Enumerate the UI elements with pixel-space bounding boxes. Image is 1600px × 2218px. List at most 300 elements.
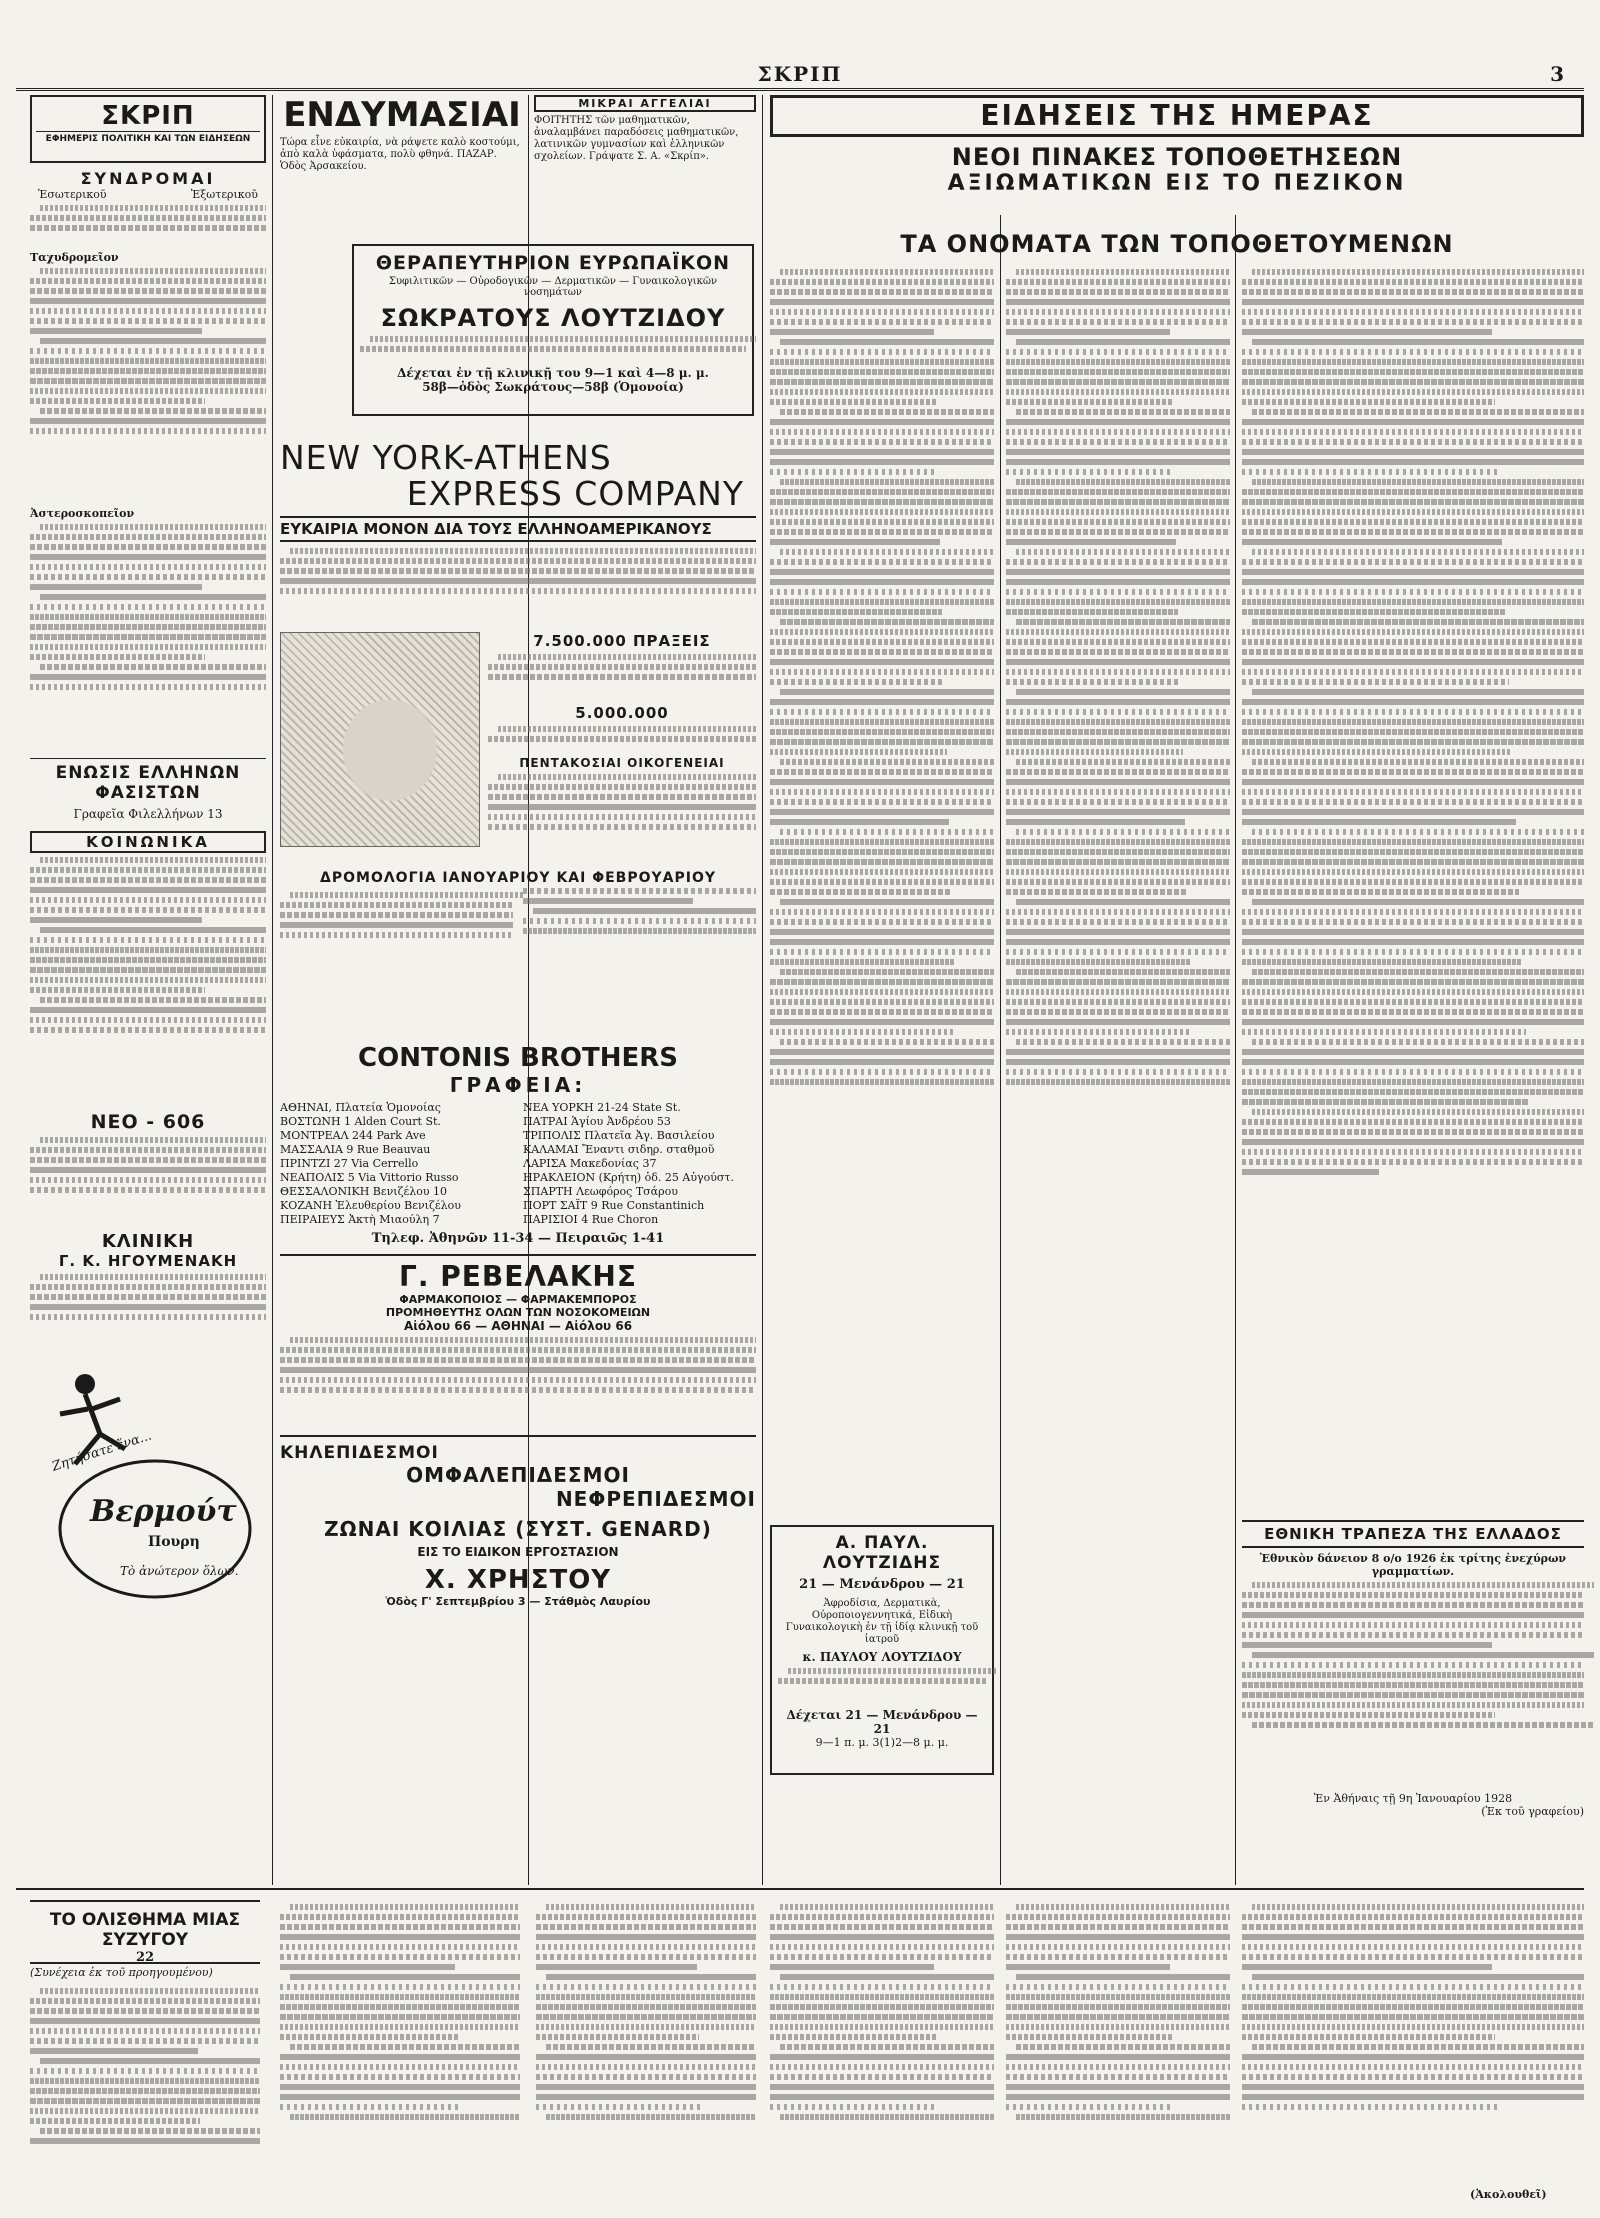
text-line [770, 489, 994, 495]
news-banner: ΕΙΔΗΣΕΙΣ ΤΗΣ ΗΜΕΡΑΣ [770, 95, 1584, 137]
text-line [488, 674, 756, 680]
text-line [1006, 2084, 1230, 2090]
text-line [770, 1994, 994, 2000]
fascist-union-address: Γραφεῖα Φιλελλήνων 13 [73, 807, 223, 821]
text-line [30, 977, 266, 983]
loutzidis-text [778, 1668, 986, 1708]
text-line [280, 2064, 520, 2070]
text-line [30, 2078, 260, 2084]
text-line [1006, 579, 1230, 585]
text-line [1016, 829, 1230, 835]
text-line [770, 1954, 994, 1960]
text-line [1242, 939, 1584, 945]
text-line [1016, 759, 1230, 765]
text-line [30, 215, 266, 221]
text-line [1242, 649, 1584, 655]
text-line [30, 278, 266, 284]
text-line [536, 1954, 756, 1960]
text-line [280, 1954, 520, 1960]
text-line [1252, 479, 1584, 485]
text-line [770, 429, 994, 435]
text-line [1252, 269, 1584, 275]
text-line [1006, 539, 1176, 545]
ny-athens-slogan: ΕΥΚΑΙΡΙΑ ΜΟΝΟΝ ΔΙΑ ΤΟΥΣ ΕΛΛΗΝΟΑΜΕΡΙΚΑΝΟΥΣ [280, 516, 756, 542]
text-line [1006, 469, 1174, 475]
serial-column-2 [280, 1900, 520, 2204]
text-line [1006, 419, 1230, 425]
text-line [1242, 859, 1584, 865]
text-line [536, 2064, 756, 2070]
text-line [770, 629, 994, 635]
text-line [770, 1029, 956, 1035]
column-rule [1235, 215, 1236, 1885]
trusses-ad-2: ΟΜΦΑΛΕΠΙΔΕΣΜΟΙ [406, 1463, 630, 1487]
news-headline-3: ΤΑ ΟΝΟΜΑΤΑ ΤΩΝ ΤΟΠΟΘΕΤΟΥΜΕΝΩΝ [900, 230, 1454, 258]
text-line [1242, 819, 1516, 825]
text-line [1006, 2104, 1174, 2110]
fascist-union-title: ΕΝΩΣΙΣ ΕΛΛΗΝΩΝ ΦΑΣΙΣΤΩΝ [55, 763, 241, 803]
text-line [1006, 979, 1230, 985]
text-line [770, 2094, 994, 2100]
text-line [30, 1314, 266, 1320]
text-line [770, 839, 994, 845]
text-line [1006, 279, 1230, 285]
prizes-heading-3: ΠΕΝΤΑΚΟΣΙΑΙ ΟΙΚΟΓΕΝΕΙΑΙ [519, 756, 725, 770]
text-line [1242, 429, 1584, 435]
office-entry: ΛΑΡΙΣΑ Μακεδονίας 37 [523, 1157, 657, 1170]
text-line [30, 2118, 200, 2124]
text-line [780, 689, 994, 695]
text-line [1242, 1914, 1584, 1920]
text-line [30, 534, 266, 540]
text-line [1006, 629, 1230, 635]
text-line [30, 614, 266, 620]
text-line [536, 2084, 756, 2090]
text-line [1252, 1582, 1594, 1588]
text-line [770, 2064, 994, 2070]
office-entry: ΠΕΙΡΑΙΕΥΣ Ἀκτὴ Μιαούλη 7 [280, 1213, 440, 1226]
text-line [770, 529, 994, 535]
text-line [1242, 529, 1584, 535]
text-line [30, 907, 266, 913]
text-line [1242, 1612, 1584, 1618]
text-line [1006, 1059, 1230, 1065]
text-line [1006, 679, 1181, 685]
text-line [1242, 1089, 1584, 1095]
serial-continued: (Συνέχεια ἐκ τοῦ προηγουμένου) [30, 1966, 213, 1979]
therapy-doctor: ΣΩΚΡΑΤΟΥΣ ΛΟΥΤΖΙΔΟΥ [380, 304, 726, 332]
skrip-box-title: ΣΚΡΙΠ [101, 101, 195, 131]
text-line [536, 2094, 756, 2100]
text-line [770, 2084, 994, 2090]
text-line [30, 624, 266, 630]
text-line [1242, 599, 1584, 605]
bank-date: Ἐν Ἀθήναις τῇ 9η Ἰανουαρίου 1928 [1313, 1792, 1513, 1805]
text-line [1242, 299, 1584, 305]
text-line [1006, 509, 1230, 515]
text-line [280, 1984, 520, 1990]
text-line [1006, 719, 1230, 725]
text-line [1006, 649, 1230, 655]
text-line [1242, 449, 1584, 455]
text-line [536, 2034, 699, 2040]
text-line [1242, 1712, 1495, 1718]
text-line [1006, 1069, 1230, 1075]
text-line [770, 769, 994, 775]
text-line [30, 2138, 260, 2144]
loutzidis-advertisement [770, 1525, 994, 1775]
text-line [780, 2044, 994, 2050]
text-line [770, 809, 994, 815]
sailings-table [280, 888, 756, 1033]
text-line [770, 1009, 994, 1015]
text-line [1006, 799, 1230, 805]
text-line [536, 2074, 756, 2080]
text-line [30, 358, 266, 364]
office-entry: ΝΕΑ ΥΟΡΚΗ 21-24 State St. [523, 1101, 681, 1114]
text-line [280, 1934, 520, 1940]
text-line [40, 1137, 266, 1143]
text-line [770, 579, 994, 585]
text-line [30, 1187, 266, 1193]
serial-rule [16, 1888, 1584, 1890]
text-line [30, 225, 266, 231]
therapy-advertisement [352, 244, 754, 416]
text-line [1006, 359, 1230, 365]
text-line [1242, 889, 1519, 895]
text-line [1016, 2044, 1230, 2050]
text-line [1242, 2074, 1584, 2080]
office-entry: ΜΑΣΣΑΛΙΑ 9 Rue Beauvau [280, 1143, 431, 1156]
text-line [1006, 639, 1230, 645]
text-line [1006, 729, 1230, 735]
text-line [770, 2014, 994, 2020]
subscriptions-text [30, 205, 266, 247]
text-line [1242, 1139, 1584, 1145]
text-line [1016, 269, 1230, 275]
trusses-maker: Χ. ΧΡΗΣΤΟΥ [424, 1565, 612, 1595]
text-line [780, 409, 994, 415]
text-line [290, 548, 756, 554]
text-line [1242, 749, 1512, 755]
text-line [1242, 319, 1584, 325]
text-line [1242, 1119, 1584, 1125]
text-line [1242, 1029, 1526, 1035]
text-line [30, 378, 266, 384]
text-line [30, 644, 266, 650]
text-line [1242, 539, 1502, 545]
telephone-line: Τηλεφ. Ἀθηνῶν 11-34 — Πειραιῶς 1-41 [371, 1231, 665, 1246]
text-line [546, 1904, 756, 1910]
text-line [30, 2028, 260, 2034]
text-line [30, 604, 266, 610]
text-line [30, 947, 266, 953]
text-line [1016, 899, 1230, 905]
text-line [280, 932, 513, 938]
revelakis-address: Αἰόλου 66 — ΑΘΗΝΑΙ — Αἰόλου 66 [403, 1319, 633, 1333]
text-line [40, 268, 266, 274]
text-line [40, 1988, 260, 1994]
text-line [30, 388, 266, 394]
text-line [280, 2084, 520, 2090]
text-line [280, 588, 756, 594]
text-line [770, 2034, 936, 2040]
text-line [770, 2024, 994, 2030]
prizes-text-3 [488, 774, 756, 864]
text-line [290, 2114, 520, 2120]
text-line [30, 1147, 266, 1153]
serial-header [30, 1900, 260, 1964]
text-line [1242, 439, 1584, 445]
text-line [523, 898, 693, 904]
text-line [1006, 399, 1172, 405]
text-line [523, 918, 756, 924]
text-line [1242, 909, 1584, 915]
text-line [1006, 1934, 1230, 1940]
text-line [1242, 1149, 1584, 1155]
news-header [770, 95, 1584, 215]
text-line [770, 389, 994, 395]
text-line [1242, 2064, 1584, 2070]
sailings-title: ΔΡΟΜΟΛΟΓΙΑ ΙΑΝΟΥΑΡΙΟΥ ΚΑΙ ΦΕΒΡΟΥΑΡΙΟΥ [320, 870, 716, 886]
text-line [780, 829, 994, 835]
text-line [770, 959, 954, 965]
office-entry: ΠΟΡΤ ΣΑΪΤ 9 Rue Constantinich [523, 1199, 705, 1212]
text-line [770, 419, 994, 425]
text-line [1242, 679, 1509, 685]
masthead-title: ΣΚΡΙΠ [757, 62, 843, 86]
text-line [770, 509, 994, 515]
text-line [1242, 669, 1584, 675]
text-line [30, 2038, 260, 2044]
text-line [30, 1027, 266, 1033]
text-line [1006, 859, 1230, 865]
text-line [770, 879, 994, 885]
text-line [30, 564, 266, 570]
text-line [40, 927, 266, 933]
text-line [770, 1019, 994, 1025]
text-line [1242, 1954, 1584, 1960]
office-entry: ΑΘΗΝΑΙ, Πλατεία Ὁμονοίας [280, 1101, 441, 1114]
text-line [1006, 309, 1230, 315]
text-line [30, 1998, 260, 2004]
text-line [1006, 379, 1230, 385]
text-line [536, 1934, 756, 1940]
text-line [1242, 2094, 1584, 2100]
text-line [1006, 459, 1230, 465]
text-line [30, 654, 205, 660]
office-entry: ΚΟΖΑΝΗ Ἐλευθερίου Βενιζέλου [280, 1199, 461, 1212]
text-line [770, 459, 994, 465]
text-line [1242, 1159, 1584, 1165]
office-entry: ΘΕΣΣΑΛΟΝΙΚΗ Βενιζέλου 10 [280, 1185, 448, 1198]
text-line [40, 664, 266, 670]
text-line [280, 2054, 520, 2060]
offices-heading: ΓΡΑΦΕΙΑ: [449, 1073, 587, 1097]
text-line [770, 499, 994, 505]
text-line [498, 654, 756, 660]
loutzidis-doctor: κ. ΠΑΥΛΟΥ ΛΟΥΤΖΙΔΟΥ [802, 1650, 962, 1664]
text-line [770, 709, 994, 715]
text-line [780, 479, 994, 485]
text-line [1242, 1622, 1584, 1628]
text-line [30, 887, 266, 893]
office-entry: ΗΡΑΚΛΕΙΟΝ (Κρήτη) ὁδ. 25 Αὐγούστ. [523, 1171, 734, 1184]
text-line [30, 867, 266, 873]
text-line [30, 318, 266, 324]
text-line [30, 308, 266, 314]
text-line [770, 1964, 934, 1970]
text-line [30, 957, 266, 963]
text-line [1242, 949, 1584, 955]
text-line [1242, 489, 1584, 495]
text-line [1006, 439, 1230, 445]
therapy-title: ΘΕΡΑΠΕΥΤΗΡΙΟΝ ΕΥΡΩΠΑΪΚΟΝ [375, 252, 731, 274]
skrip-box-subtitle: ΕΦΗΜΕΡΙΣ ΠΟΛΙΤΙΚΗ ΚΑΙ ΤΩΝ ΕΙΔΗΣΕΩΝ [36, 131, 260, 144]
text-line [1242, 979, 1584, 985]
text-line [30, 288, 266, 294]
text-line [1016, 969, 1230, 975]
clinic-title: ΚΛΙΝΙΚΗ [101, 1231, 195, 1252]
text-line [40, 524, 266, 530]
text-line [1006, 739, 1230, 745]
trusses-ad-1: ΚΗΛΕΠΙΔΕΣΜΟΙ [280, 1435, 756, 1463]
text-line [1006, 1944, 1230, 1950]
text-line [1242, 959, 1522, 965]
text-line [488, 784, 756, 790]
text-line [1242, 849, 1584, 855]
text-line [1252, 1974, 1584, 1980]
text-line [30, 2018, 260, 2024]
text-line [1252, 409, 1584, 415]
news-headline-2: ΑΞΙΩΜΑΤΙΚΩΝ ΕΙΣ ΤΟ ΠΕΖΙΚΟΝ [947, 171, 1407, 196]
text-line [280, 1377, 756, 1383]
revelakis-subtitle-2: ΠΡΟΜΗΘΕΥΤΗΣ ΟΛΩΝ ΤΩΝ ΝΟΣΟΚΟΜΕΙΩΝ [385, 1306, 651, 1319]
text-line [1006, 529, 1230, 535]
text-line [1242, 799, 1584, 805]
therapy-hours: Δέχεται ἐν τῇ κλινικῇ του 9—1 καὶ 4—8 μ. μ. [397, 366, 709, 380]
text-line [1242, 1059, 1584, 1065]
text-line [770, 469, 938, 475]
text-line [40, 1274, 266, 1280]
text-line [780, 1974, 994, 1980]
ny-athens-text [280, 548, 756, 628]
text-line [1242, 2034, 1495, 2040]
text-line [280, 2014, 520, 2020]
text-line [780, 759, 994, 765]
text-line [280, 1357, 756, 1363]
text-line [1006, 659, 1230, 665]
text-line [498, 774, 756, 780]
text-line [536, 2104, 701, 2110]
text-line [1006, 949, 1230, 955]
text-line [770, 1944, 994, 1950]
text-line [770, 449, 994, 455]
text-line [280, 2034, 458, 2040]
postal-text [30, 268, 266, 503]
text-line [1006, 1914, 1230, 1920]
text-line [30, 584, 202, 590]
loutzidis-times: 9—1 π. μ. 3(1)2—8 μ. μ. [815, 1736, 949, 1749]
text-line [280, 2024, 520, 2030]
trusses-address: Ὁδὸς Γ' Σεπτεμβρίου 3 — Στάθμὸς Λαυρίου [385, 1595, 651, 1608]
text-line [40, 594, 266, 600]
text-line [770, 369, 994, 375]
text-line [1242, 329, 1492, 335]
vermouth-maker: Πουρη [148, 1534, 200, 1550]
news-column-2 [1006, 265, 1230, 1385]
text-line [770, 1059, 994, 1065]
text-line [1242, 589, 1584, 595]
text-line [1006, 1079, 1230, 1085]
text-line [536, 1984, 756, 1990]
text-line [770, 1049, 994, 1055]
text-line [1242, 1642, 1492, 1648]
text-line [280, 1367, 756, 1373]
text-line [1006, 909, 1230, 915]
ny-athens-title-2: EXPRESS COMPANY [406, 474, 744, 513]
text-line [1006, 449, 1230, 455]
text-line [546, 2044, 756, 2050]
vermouth-slogan: Τὸ ἀνώτερον ὅλων. [120, 1564, 239, 1578]
text-line [1006, 769, 1230, 775]
therapy-subtitle: Συφιλιτικῶν — Οὐροδογικῶν — Δερματικῶν — Γυναικολογικῶν νοσημάτων [388, 276, 718, 298]
column-rule [1000, 215, 1001, 1885]
text-line [1242, 699, 1584, 705]
text-line [770, 779, 994, 785]
text-line [1006, 939, 1230, 945]
text-line [770, 859, 994, 865]
text-line [770, 729, 994, 735]
office-entry: ΤΡΙΠΟΛΙΣ Πλατεῖα Ἀγ. Βασιλείου [523, 1129, 715, 1142]
text-line [1242, 499, 1584, 505]
text-line [1242, 349, 1584, 355]
text-line [1006, 989, 1230, 995]
column-rule [272, 95, 273, 1885]
text-line [1006, 519, 1230, 525]
text-line [280, 558, 756, 564]
text-line [1006, 2094, 1230, 2100]
text-line [1242, 769, 1584, 775]
serial-column-5 [1006, 1900, 1230, 2204]
social-section-text [30, 857, 266, 1107]
text-line [40, 997, 266, 1003]
text-line [498, 726, 756, 732]
bank-text [1242, 1582, 1584, 1792]
subscriptions-title: ΣΥΝΔΡΟΜΑΙ [80, 169, 216, 188]
text-line [30, 937, 266, 943]
text-line [1242, 309, 1584, 315]
text-line [280, 1944, 520, 1950]
text-line [770, 539, 940, 545]
text-line [30, 298, 266, 304]
text-line [1006, 319, 1230, 325]
text-line [1252, 1039, 1584, 1045]
news-column-1 [770, 265, 994, 1375]
column-1 [30, 95, 266, 1885]
clothing-ad-title: ΕΝΔΥΜΑΣΙΑΙ [283, 95, 521, 135]
revelakis-title: Γ. ΡΕΒΕΛΑΚΗΣ [280, 1254, 756, 1293]
text-line [780, 549, 994, 555]
text-line [1242, 369, 1584, 375]
text-line [1006, 489, 1230, 495]
postal-heading: Ταχυδρομεῖον [30, 251, 119, 264]
text-line [30, 987, 205, 993]
text-line [1252, 1109, 1584, 1115]
text-line [1006, 789, 1230, 795]
text-line [1006, 499, 1230, 505]
text-line [1242, 919, 1584, 925]
